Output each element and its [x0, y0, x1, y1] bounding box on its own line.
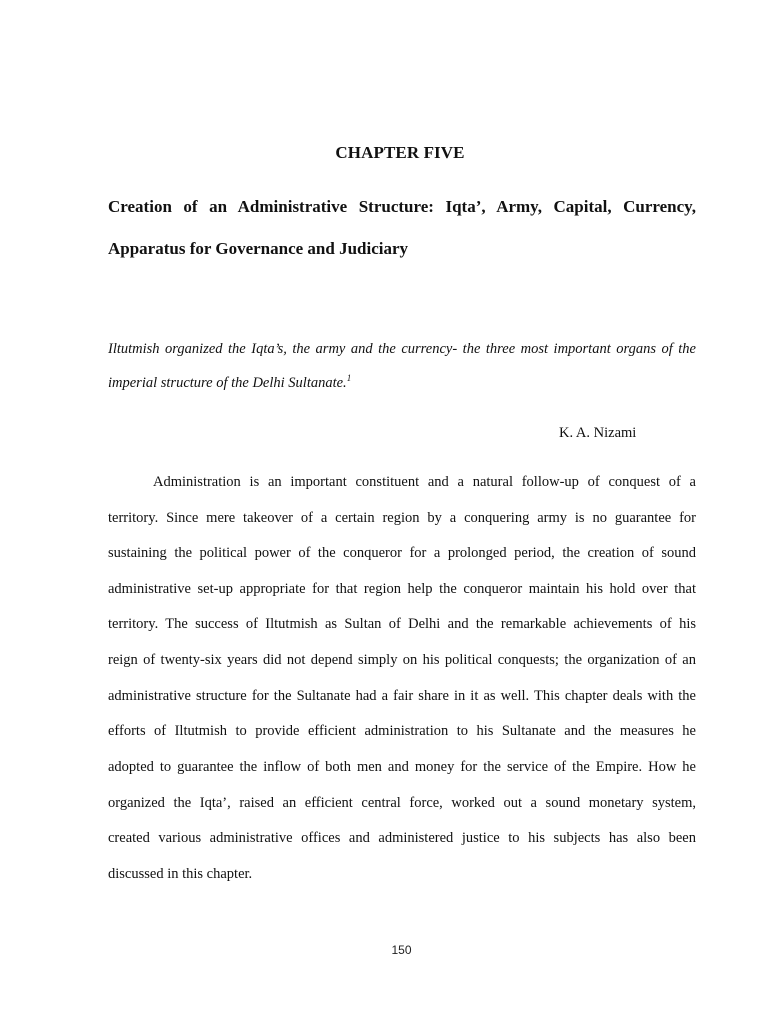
body-line: sustaining the political power of the conqueror for a prolonged period, the creation of sound [108, 545, 696, 561]
body-line: organized the Iqta’, raised an efficient central force, worked out a sound monetary system, [108, 795, 696, 811]
chapter-heading: CHAPTER FIVE [335, 143, 465, 162]
epigraph-line-2-text: imperial structure of the Delhi Sultanate. [108, 375, 347, 391]
body-line: adopted to guarantee the inflow of both men and money for the service of the Empire. How he [108, 759, 696, 775]
body-line: territory. The success of Iltutmish as Sultan of Delhi and the remarkable achievements of his [108, 616, 696, 632]
body-line: created various administrative offices and administered justice to his subjects has also been [108, 830, 696, 846]
epigraph-line-1: Iltutmish organized the Iqta’s, the army and the currency- the three most important organs of the [108, 341, 696, 357]
body-line: efforts of Iltutmish to provide efficient administration to his Sultanate and the measures he [108, 723, 696, 739]
page-number: 150 [391, 943, 412, 957]
body-line: reign of twenty-six years did not depend simply on his political conquests; the organization of an [108, 652, 696, 668]
epigraph-attribution: K. A. Nizami [559, 425, 637, 441]
body-line: Administration is an important constituent and a natural follow-up of conquest of a [153, 474, 696, 490]
body-line: discussed in this chapter. [108, 866, 253, 882]
footnote-marker: 1 [346, 373, 352, 384]
chapter-title-line-2: Apparatus for Governance and Judiciary [108, 239, 409, 258]
body-line: administrative structure for the Sultanate had a fair share in it as well. This chapter deals with the [108, 688, 696, 704]
chapter-title-line-1: Creation of an Administrative Structure: Iqta’, Army, Capital, Currency, [108, 197, 696, 216]
body-line: administrative set-up appropriate for that region help the conqueror maintain his hold over that [108, 581, 696, 597]
body-line: territory. Since mere takeover of a certain region by a conquering army is no guarantee for [108, 510, 696, 526]
epigraph-line-2 [108, 375, 696, 392]
